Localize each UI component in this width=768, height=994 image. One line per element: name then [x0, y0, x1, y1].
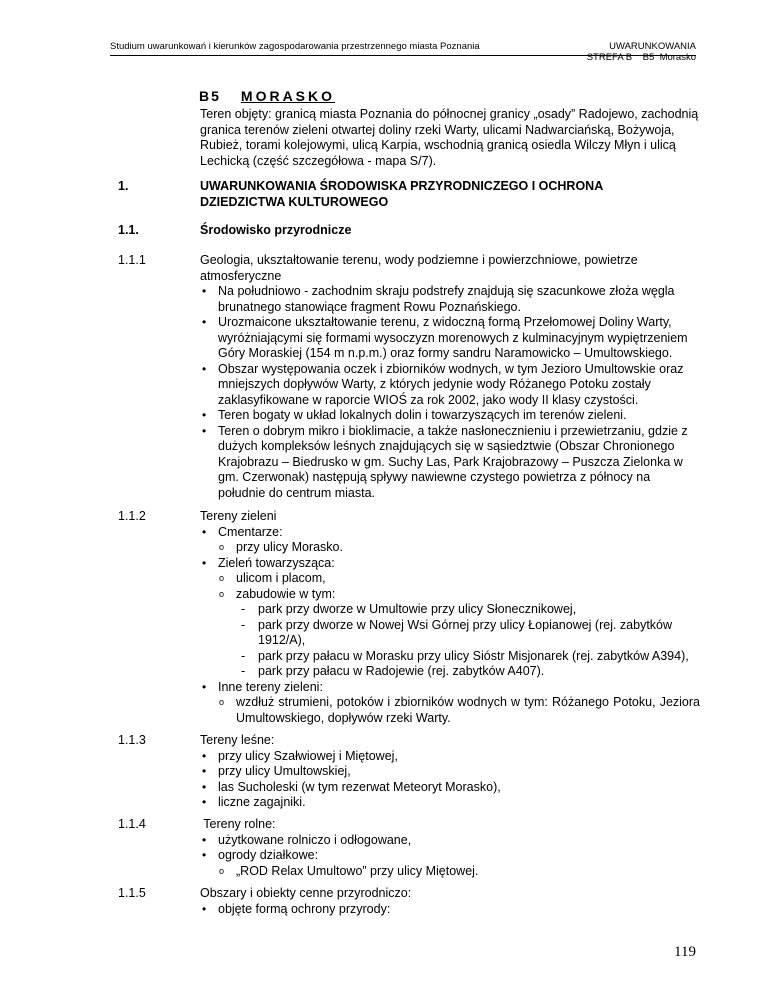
list-item: • liczne zagajniki.	[200, 795, 700, 811]
header-section-label	[587, 41, 696, 63]
section-body	[200, 817, 700, 879]
bullet-list	[200, 284, 700, 501]
sub-list-item-label: o zabudowie w tym:	[236, 586, 336, 601]
section-title: Tereny rolne:	[200, 817, 276, 831]
list-item-label: • ogrody działkowe:	[218, 848, 319, 862]
header-rule	[110, 55, 696, 56]
section-title: Tereny zieleni	[200, 509, 277, 523]
sub-list	[200, 571, 700, 680]
sub-list	[200, 695, 700, 726]
dash-list-item: - park przy dworze w Umultowie przy ulicy Słonecznikowej,	[200, 602, 700, 618]
header-right-line2: STREFA B B5 Morasko	[586, 52, 696, 63]
list-item: • użytkowane rolniczo i odłogowane,	[200, 833, 700, 849]
page-number: 119	[674, 944, 696, 960]
zone-name: MORASKO	[240, 88, 336, 104]
list-item: • Teren bogaty w układ lokalnych dolin i towarzyszących im terenów zieleni.	[200, 408, 700, 424]
section-body	[200, 253, 700, 501]
section-title: Środowisko przyrodnicze	[200, 223, 352, 237]
section-number: 1.1.5	[118, 886, 146, 900]
dash-list-item: - park przy dworze w Nowej Wsi Górnej przy ulicy Łopianowej (rej. zabytków 1912/A),	[200, 618, 700, 649]
list-item	[200, 680, 700, 727]
list-item: • objęte formą ochrony przyrody:	[200, 902, 700, 918]
bullet-list	[200, 749, 700, 811]
list-item-label: • Inne tereny zieleni:	[218, 679, 323, 694]
zone-title	[199, 88, 335, 104]
list-item: • przy ulicy Szałwiowej i Miętowej,	[200, 749, 700, 765]
section-number: 1.1.	[118, 223, 139, 237]
list-item: • Na południowo - zachodnim skraju podstrefy znajdują się szacunkowe złoża węgla brunatnego stanowiące fragment Rowu Poznańskiego.	[200, 284, 700, 315]
list-item-label: • Cmentarze:	[218, 524, 283, 539]
section-title: UWARUNKOWANIA ŚRODOWISKA PRZYRODNICZEGO I OCHRONA DZIEDZICTWA KULTUROWEGO	[200, 179, 603, 209]
list-item: • Obszar występowania oczek i zbiorników wodnych, w tym Jezioro Umultowskie oraz mniejszych dopływów Warty, z których jedynie wody Różanego Potoku zostały zaklasyfikowane w raporcie WIOŚ za rok 2002, jako wody II klasy czystości.	[200, 362, 700, 409]
list-item	[200, 556, 700, 680]
list-item-label: • Zieleń towarzysząca:	[218, 555, 335, 570]
section-body	[200, 886, 700, 917]
sub-list-item: o przy ulicy Morasko.	[200, 540, 700, 556]
header-right-line1: UWARUNKOWANIA	[609, 41, 696, 52]
section-number: 1.1.4	[118, 817, 146, 831]
section-body	[200, 509, 700, 726]
sub-list	[200, 540, 700, 556]
section-number: 1.1.2	[118, 509, 146, 523]
section-body	[200, 733, 700, 811]
section-number: 1.	[118, 179, 129, 193]
list-item: • las Sucholeski (w tym rezerwat Meteoryt Morasko),	[200, 780, 700, 796]
list-item	[200, 525, 700, 556]
bullet-list	[200, 833, 700, 880]
intro-paragraph: Teren objęty: granicą miasta Poznania do północnej granicy „osady” Radojewo, zachodnią granica terenów zieleni otwartej doliny rzeki Warty, ulicami Nadwarciańską, Bożywoja, Rubież, torami kolejowymi, ulicą Karpia, wschodnią granicą osiedla Wilczy Młyn i ulicą Lechicką (część szczegółowa - mapa S/7).	[200, 107, 699, 168]
dash-list-item: - park przy pałacu w Morasku przy ulicy Sióstr Misjonarek (rej. zabytków A394),	[200, 649, 700, 665]
sub-list	[200, 864, 700, 880]
list-item	[200, 848, 700, 879]
bullet-list	[200, 525, 700, 727]
sub-list-item: o wzdłuż strumieni, potoków i zbiorników wodnych w tym: Różanego Potoku, Jeziora Umultowskiego, dopływów rzeki Warty.	[200, 695, 700, 726]
section-title: Tereny leśne:	[200, 733, 275, 747]
sub-list-item	[200, 587, 700, 680]
header-document-title: Studium uwarunkowań i kierunków zagospodarowania przestrzennego miasta Poznania	[110, 41, 480, 52]
sub-list-item: o „ROD Relax Umultowo” przy ulicy Miętowej.	[200, 864, 700, 880]
section-title: Obszary i obiekty cenne przyrodniczo:	[200, 886, 412, 900]
section-number: 1.1.3	[118, 733, 146, 747]
bullet-list	[200, 902, 700, 918]
sub-list-item: o ulicom i placom,	[200, 571, 700, 587]
section-number: 1.1.1	[118, 253, 146, 267]
dash-list-item: - park przy pałacu w Radojewie (rej. zabytków A407).	[200, 664, 700, 680]
list-item: • Teren o dobrym mikro i bioklimacie, a także nasłonecznieniu i przewietrzaniu, gdzie z dużych kompleksów leśnych znajdujących się w sąsiedztwie (Obszar Chronionego Krajobrazu – Biedrusko w gm. Suchy Las, Park Krajobrazowy – Puszcza Zielonka w gm. Czerwonak) następują spływy nawiewne czystego powietrza z północy na południe do centrum miasta.	[200, 424, 700, 502]
list-item: • Urozmaicone ukształtowanie terenu, z widoczną formą Przełomowej Doliny Warty, wyróżniającymi się formami wysoczyzn morenowych z kulminacyjnym wypiętrzeniem Góry Moraskiej (154 m n.p.m.) oraz formy sandru Naramowicko – Umultowskiego.	[200, 315, 700, 362]
section-title: Geologia, ukształtowanie terenu, wody podziemne i powierzchniowe, powietrze atmosferyczne	[200, 253, 638, 283]
list-item: • przy ulicy Umultowskiej,	[200, 764, 700, 780]
dash-list	[200, 602, 700, 680]
zone-code: B5	[199, 88, 221, 104]
